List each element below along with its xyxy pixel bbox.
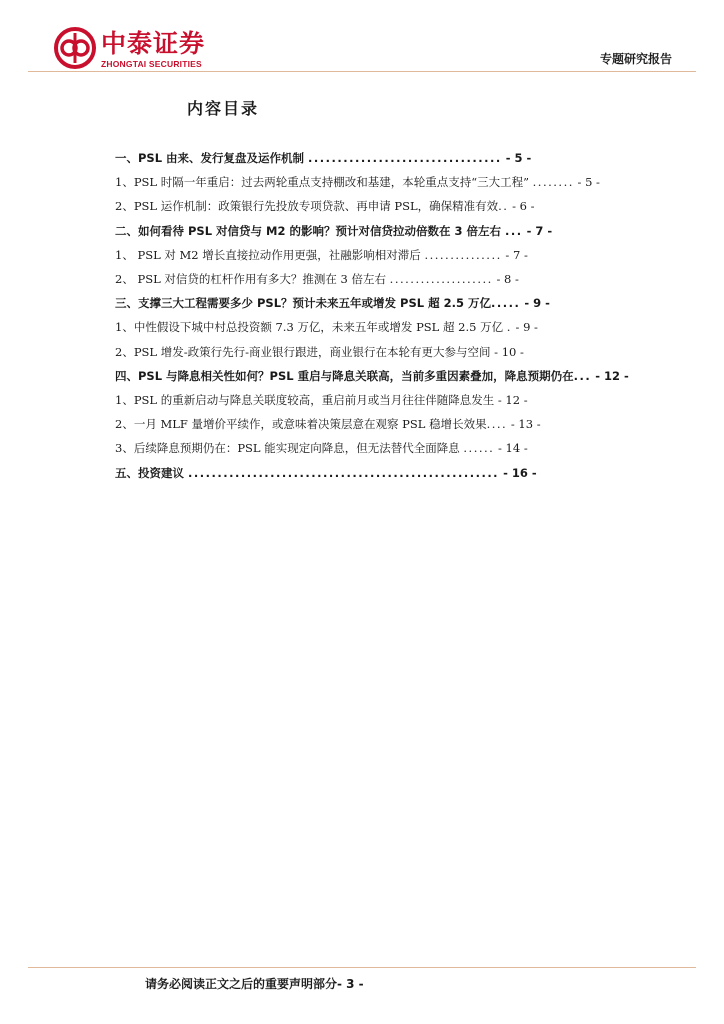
footer-divider: [28, 967, 696, 968]
toc-entry-page: - 6 -: [508, 199, 535, 214]
toc-entry[interactable]: [115, 416, 541, 432]
report-type-label: 专题研究报告: [599, 52, 672, 66]
zhongtai-logo-icon: [54, 27, 96, 69]
toc-entry[interactable]: [115, 198, 535, 214]
toc-entry-leader: ......: [463, 441, 495, 456]
toc-entry[interactable]: [115, 247, 528, 263]
toc-entry-title: 2、PSL 运作机制：政策银行先投放专项贷款、再申请 PSL，确保精准有效: [115, 199, 499, 214]
toc-entry-leader: .: [506, 320, 512, 335]
toc-entry-leader: ....................: [389, 272, 493, 286]
toc-entry-title: 二、如何看待 PSL 对信贷与 M2 的影响？预计对信贷拉动倍数在 3 倍左右: [115, 223, 506, 238]
toc-entry-title: 1、PSL 时隔一年重启：过去两轮重点支持棚改和基建，本轮重点支持“三大工程”: [115, 175, 533, 190]
toc-entry[interactable]: [115, 392, 528, 408]
toc-entry-page: - 14 -: [494, 441, 528, 456]
toc-entry[interactable]: [115, 295, 550, 311]
toc-entry-leader: ..: [498, 199, 509, 214]
toc-entry[interactable]: [115, 174, 600, 190]
toc-entry-title: 一、PSL 由来、发行复盘及运作机制: [115, 151, 309, 165]
toc-entry-page: - 12 -: [591, 368, 629, 383]
toc-entry-title: 2、一月 MLF 量增价平续作，或意味着决策层意在观察 PSL 稳增长效果: [115, 417, 487, 432]
toc-entry-leader: ........: [532, 175, 574, 190]
toc-entry-leader: ...: [505, 223, 523, 238]
toc-entry-page: - 7 -: [501, 247, 528, 262]
toc-entry-leader: .....: [490, 296, 521, 311]
toc-entry[interactable]: [115, 150, 531, 166]
toc-entry-page: - 5 -: [501, 151, 532, 165]
toc-entry-title: 1、PSL 的重新启动与降息关联度较高，重启前月或当月往往伴随降息发生: [115, 393, 498, 407]
toc-entry-title: 2、 PSL 对信贷的杠杆作用有多大？推测在 3 倍左右: [115, 272, 390, 286]
toc-title: 内容目录: [187, 99, 260, 118]
toc-entry-title: 五、投资建议: [115, 465, 189, 480]
toc-entry-page: - 7 -: [522, 223, 553, 238]
toc-entry-title: 3、后续降息预期仍在：PSL 能实现定向降息，但无法替代全面降息: [115, 441, 464, 456]
toc-entry[interactable]: [115, 223, 552, 239]
toc-entry[interactable]: [115, 465, 537, 481]
toc-entry-title: 1、 PSL 对 M2 增长直接拉动作用更强，社融影响相对滞后: [115, 247, 425, 262]
toc-entry-title: 2、PSL 增发-政策行先行-商业银行跟进，商业银行在本轮有更大参与空间: [115, 344, 495, 359]
toc-entry-title: 四、PSL 与降息相关性如何？PSL 重启与降息关联高，当前多重因素叠加，降息预期仍在: [115, 368, 574, 383]
toc-entry[interactable]: [115, 368, 629, 384]
toc-entry-page: - 9 -: [511, 320, 538, 335]
header-divider: [28, 71, 696, 72]
logo-chinese-name: 中泰证券: [101, 29, 206, 58]
toc-entry-leader: .....................................................: [188, 465, 500, 480]
toc-entry-page: - 9 -: [520, 296, 550, 311]
toc-entry-leader: .................................: [308, 151, 502, 165]
toc-entry-title: 1、中性假设下城中村总投资额 7.3 万亿，未来五年或增发 PSL 超 2.5 万亿: [115, 320, 507, 335]
toc-entry-leader: ...: [573, 368, 592, 383]
logo-english-name: ZHONGTAI SECURITIES: [101, 59, 202, 69]
toc-entry-leader: ....: [486, 417, 508, 432]
company-logo: [54, 27, 224, 73]
toc-entry-page: - 16 -: [499, 465, 537, 480]
toc-entry-page: - 13 -: [507, 417, 541, 432]
toc-entry-page: - 5 -: [573, 175, 600, 190]
toc-entry[interactable]: [115, 440, 528, 456]
toc-entry[interactable]: [115, 319, 538, 335]
toc-entry[interactable]: [115, 271, 519, 287]
toc-entry-page: - 8 -: [492, 272, 519, 286]
toc-entry-page: - 10 -: [494, 344, 524, 359]
toc-entry-title: 三、支撑三大工程需要多少 PSL？预计未来五年或增发 PSL 超 2.5 万亿: [115, 296, 491, 311]
footer-disclaimer: 请务必阅读正文之后的重要声明部分- 3 -: [145, 977, 364, 991]
toc-entry-page: - 12 -: [497, 393, 528, 407]
toc-entry-leader: ...............: [424, 247, 502, 262]
toc-entry[interactable]: [115, 344, 524, 360]
